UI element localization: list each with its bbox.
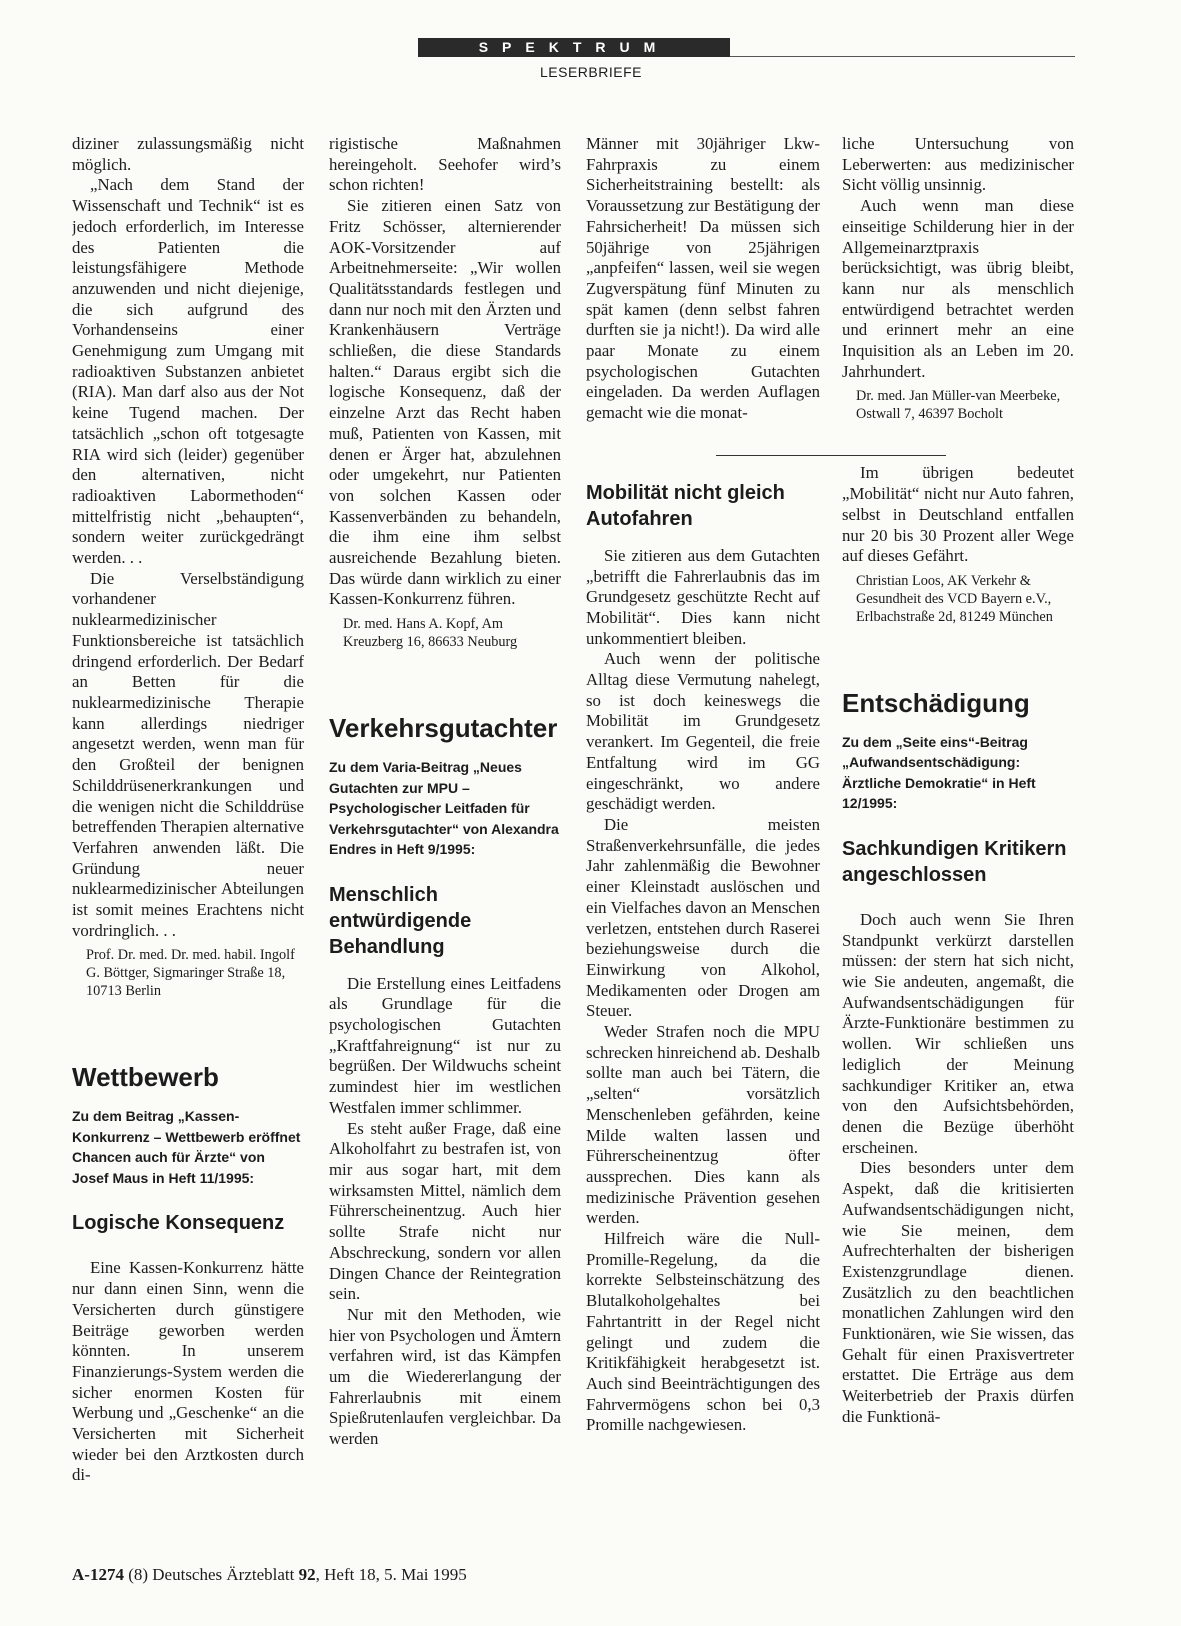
paragraph: Eine Kassen-Konkurrenz hätte nur dann einen Sinn, wenn die Versicherten durch günstigere Beiträge geworben werden könnten. In unserem Finanzierungs-System werden die sicher enormen Kosten für Werbung und „Geschenke“ an die Versicherten mit Sicherheit wieder bei den Arztkosten durch di- — [72, 1258, 304, 1485]
column-2 — [329, 134, 561, 1534]
paragraph: Dies besonders unter dem Aspekt, daß die kritisierten Aufwandsentschädigungen nicht, wie Sie meinen, dem Aufrechterhalten der bisherigen Existenzgrundlage dienen. Zusätzlich zu den beachtlichen monatlichen Zahlungen wird den Funktionären, wie Sie wissen, das Gehalt für einen Praxisvertreter erstattet. Die Erträge aus dem Weiterbetrieb der Praxis dürfen die Funktionä- — [842, 1158, 1074, 1426]
paragraph: diziner zulassungsmäßig nicht möglich. — [72, 134, 304, 174]
paragraph: liche Untersuchung von Leberwerten: aus medizinischer Sicht völlig unsinnig. — [842, 134, 1074, 195]
letter-signature: Dr. med. Hans A. Kopf, Am Kreuzberg 16, 86633 Neuburg — [343, 616, 518, 651]
paragraph: Die Verselbständigung vorhandener nuklearmedizinischer Funktionsbereiche ist tatsächlich dringend erforderlich. Der Bedarf an Betten für die nuklearmedizinische Therapie kann allerdings niedriger angesetzt werden, wenn man für den Großteil der benignen Schilddrüsenerkrankungen und die wenigen nicht die Schilddrüse betreffenden Therapien alternative Verfahren anwenden läßt. Die Gründung neuer nuklearmedizinischer Abteilungen ist somit meines Erachtens nicht vordringlich. . . — [72, 568, 304, 940]
issue-date: , Heft 18, 5. Mai 1995 — [315, 1565, 467, 1584]
paragraph: rigistische Maßnahmen hereingeholt. Seehofer wird’s schon richten! — [329, 134, 561, 195]
paragraph: Weder Strafen noch die MPU schrecken hinreichend ab. Deshalb sollte man auch bei Tätern, die „selten“ vorsätzlich Menschenleben gefährden, keine Milde walten lassen und Führerscheinentzug öfter aussprechen. Dies kann als medizinische Prävention gesehen werden. — [586, 1022, 820, 1228]
paragraph: Hilfreich wäre die Null-Promille-Regelung, da die korrekte Selbsteinschätzung des Blutalkoholgehaltes bei Fahrtantritt in der Regel nicht gelingt und zudem die Kritikfähigkeit herabgesetzt ist. Auch sind Beeinträchtigungen des Fahrvermögens schon bei 0,3 Promille nachgewiesen. — [586, 1229, 820, 1435]
letter-headline: Menschlich entwürdigende Behandlung — [329, 883, 472, 958]
paragraph: Die Erstellung eines Leitfadens als Grundlage für die psychologischen Gutachten „Kraftfahreignung“ ist nur zu begrüßen. Der Wildwuchs scheint zumindest hier im westlichen Westfalen immer schlimmer. — [329, 973, 561, 1117]
letter-headline: Sachkundigen Kritikern angeschlossen — [842, 837, 1067, 886]
paragraph: Doch auch wenn Sie Ihren Standpunkt verkürzt darstellen müssen: der stern hat sich nicht, wie Sie andeuten, angemaßt, die Aufwandsentschädigungen für Ärzte-Funktionäre bestimmen zu wollen. Wir schließen uns lediglich der Meinung sachkundiger Kritiker an, etwa von den Aufsichtsbehörden, denen die Bezüge überhöht erscheinen. — [842, 909, 1074, 1157]
paragraph: Die meisten Straßenverkehrsunfälle, die jedes Jahr zahlenmäßig die Bewohner einer Kleinstadt auslöschen und ein Vielfaches davon an Menschen verletzen, entstehen durch Raserei beziehungsweise durch die Einwirkung von Alkohol, Medikamenten oder Drogen am Steuer. — [586, 814, 820, 1021]
paragraph: Männer mit 30jähriger Lkw-Fahrpraxis zu einem Sicherheitstraining bestellt: als Voraussetzung zur Bestätigung der Fahrsicherheit! Da müssen sich 50jährige von 25jährigen „anpfeifen“ lassen, weil sie wegen Zugverspätung fünf Minuten zu spät kamen (denn selbst fahren durften sie ja nicht!). Da wird alle paar Monate zu einem psychologischen Gutachten eingeladen. Da werden Auflagen gemacht wie die monat- — [586, 134, 820, 423]
paragraph: Auch wenn man diese einseitige Schilderung hier in der Allgemeinarztpraxis berücksichtigt, was übrig bleibt, kann nur als menschlich entwürdigend betrachtet werden und erinnert mehr an eine Inquisition als an Leben im 20. Jahrhundert. — [842, 196, 1074, 381]
letter-signature: Dr. med. Jan Müller-van Meerbeke, Ostwall 7, 46397 Bocholt — [856, 388, 1061, 423]
section-heading: Entschädigung — [842, 687, 1030, 718]
paragraph: Es steht außer Frage, daß eine Alkoholfahrt zu bestrafen ist, von mir aus sogar hart, mit dem wirksamsten Mittel, nämlich dem Führerscheinentzug. Auch hier sollte Strafe nicht nur Abschreckung, sondern vor allen Dingen Chance der Reintegration sein. — [329, 1118, 561, 1304]
subsection-title: LESERBRIEFE — [540, 64, 642, 80]
column-3 — [586, 134, 820, 1534]
header-rule — [730, 56, 1075, 57]
paragraph: Sie zitieren aus dem Gutachten „betrifft die Fahrerlaubnis das im Grundgesetz geschützte Recht auf Mobilität“. Dies kann nicht unkommentiert bleiben. — [586, 545, 820, 648]
article-reference: Zu dem Beitrag „Kassen-Konkurrenz – Wettbewerb eröffnet Chancen auch für Ärzte“ von Josef Maus in Heft 11/1995: — [72, 1108, 301, 1186]
paragraph: Nur mit den Methoden, wie hier von Psychologen und Ämtern verfahren wird, ist das Kämpfen um die Wiedererlangung der Fahrerlaubnis mit einem Spießrutenlaufen vergleichbar. Da werden — [329, 1304, 561, 1449]
page-number: A-1274 — [72, 1565, 124, 1584]
paragraph: Im übrigen bedeutet „Mobilität“ nicht nur Auto fahren, selbst in Deutschland entfallen nur 20 bis 30 Prozent aller Wege auf dieses Gefährt. — [842, 463, 1074, 566]
paragraph: „Nach dem Stand der Wissenschaft und Technik“ ist es jedoch erforderlich, im Interesse des Patienten die leistungsfähigere Methode anzuwenden und nicht diejenige, die sich aufgrund des Vorhandenseins einer Genehmigung zum Umgang mit radioaktiven Substanzen anbietet (RIA). Man darf also aus der Not keine Tugend machen. Der tatsächlich „schon oft totgesagte RIA wird sich (leider) gegenüber den alternativen, nicht radioaktiven Labormethoden“ mittelfristig nicht „behaupten“, sondern weiter zurückgedrängt werden. . . — [72, 175, 304, 568]
paragraph: Auch wenn der politische Alltag diese Vermutung nahelegt, so ist doch keineswegs die Mobilität im Grundgesetz verankert. Im Gegenteil, die freie Entfaltung wird im GG eingeschränkt, wo andere geschädigt werden. — [586, 649, 820, 814]
article-reference: Zu dem „Seite eins“-Beitrag „Aufwandsentschädigung: Ärztliche Demokratie“ in Heft 12/1995: — [842, 733, 1036, 812]
letter-signature: Christian Loos, AK Verkehr & Gesundheit des VCD Bayern e.V., Erlbachstraße 2d, 81249 München — [856, 572, 1053, 625]
column-4 — [842, 134, 1074, 1534]
column-1 — [72, 134, 304, 1534]
article-reference: Zu dem Varia-Beitrag „Neues Gutachten zur MPU – Psychologischer Leitfaden für Verkehrsgutachter“ von Alexandra Endres in Heft 9/1995: — [329, 759, 559, 858]
letter-headline: Mobilität nicht gleich Autofahren — [586, 481, 785, 530]
journal-name: (8) Deutsches Ärzteblatt — [128, 1565, 295, 1584]
letter-signature: Prof. Dr. med. Dr. med. habil. Ingolf G. Böttger, Sigmaringer Straße 18, 10713 Berlin — [86, 947, 295, 1000]
section-heading: Wettbewerb — [72, 1062, 219, 1093]
section-heading: Verkehrsgutachter — [329, 713, 558, 744]
paragraph: Sie zitieren einen Satz von Fritz Schösser, alternierender AOK-Vorsitzender auf Arbeitnehmerseite: „Wir wollen Qualitätsstandards festlegen und dann nur noch mit den Ärzten und Krankenhäusern Verträge schließen, die diese Standards halten.“ Daraus ergibt sich die logische Konsequenz, daß der einzelne Arzt das Recht haben muß, Patienten von Kassen, mit denen er Ärger hat, abzulehnen oder umgekehrt, nur Patienten von solchen Kassen oder Kassenverbänden zu behandeln, die ihm eine ihm selbst ausreichende Bezahlung bieten. Das würde dann wirklich zu einer Kassen-Konkurrenz führen. — [329, 196, 561, 609]
letter-headline: Logische Konsequenz — [72, 1212, 285, 1235]
journal-volume: 92 — [298, 1565, 316, 1584]
section-title: SPEKTRUM — [418, 38, 730, 57]
page-footer — [72, 1565, 467, 1585]
